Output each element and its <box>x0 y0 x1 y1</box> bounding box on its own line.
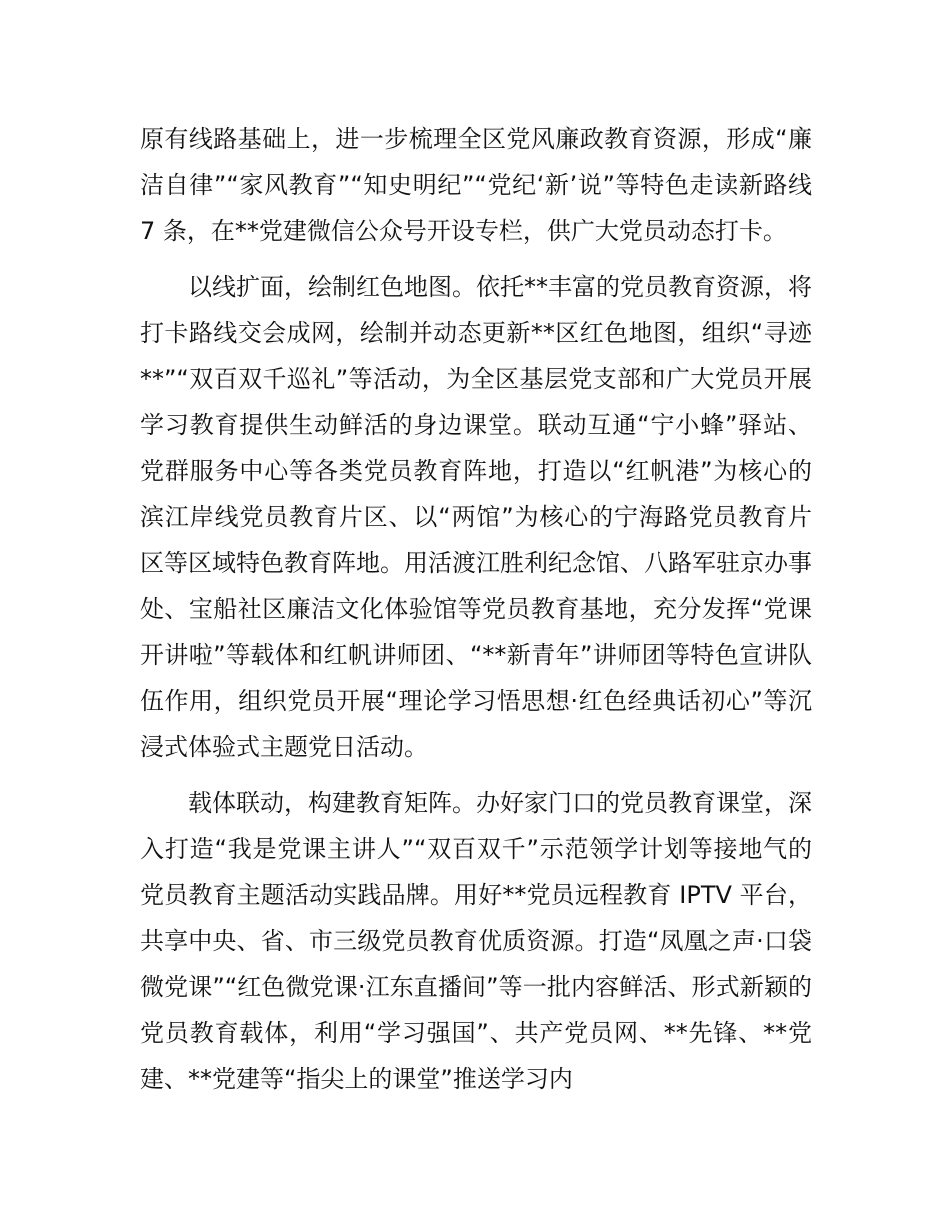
paragraph-continuation: 原有线路基础上，进一步梳理全区党风廉政教育资源，形成“廉洁自律”“家风教育”“知史明纪”“党纪‘新’说”等特色走读新路线 7 条，在**党建微信公众号开设专栏，供广大党员动态打卡。 <box>140 125 812 245</box>
paragraph-red-map: 以线扩面，绘制红色地图。依托**丰富的党员教育资源，将打卡路线交会成网，绘制并动态更新**区红色地图，组织“寻迹**”“双百双千巡礼”等活动，为全区基层党支部和广大党员开展学习教育提供生动鲜活的身边课堂。联动互通“宁小蜂”驿站、党群服务中心等各类党员教育阵地，打造以“红帆港”为核心的滨江岸线党员教育片区、以“两馆”为核心的宁海路党员教育片区等区域特色教育阵地。用活渡江胜利纪念馆、八路军驻京办事处、宝船社区廉洁文化体验馆等党员教育基地，充分发挥“党课开讲啦”等载体和红帆讲师团、“**新青年”讲师团等特色宣讲队伍作用，组织党员开展“理论学习悟思想·红色经典话初心”等沉浸式体验式主题党日活动。 <box>140 273 812 761</box>
paragraph-education-matrix: 载体联动，构建教育矩阵。办好家门口的党员教育课堂，深入打造“我是党课主讲人”“双百双千”示范领学计划等接地气的党员教育主题活动实践品牌。用好**党员远程教育 IPTV 平台，共享中央、省、市三级党员教育优质资源。打造“凤凰之声·口袋微党课”“红色微党课·江东直播间”等一批内容鲜活、形式新颖的党员教育载体，利用“学习强国”、共产党员网、**先锋、**党建、**党建等“指尖上的课堂”推送学习内 <box>140 789 812 1093</box>
document-body <box>140 116 812 1112</box>
